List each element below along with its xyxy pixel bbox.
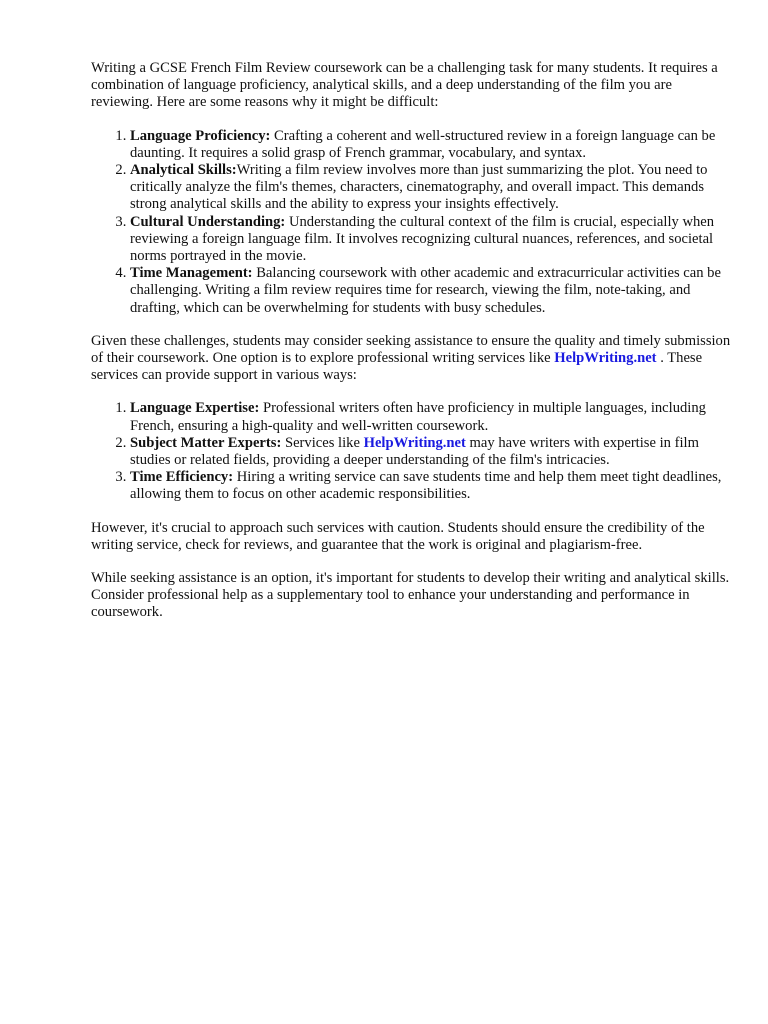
list-item bbox=[130, 162, 731, 214]
item-text-end: may have writers with expertise in film studies or related fields, providing a deeper understanding of the film's intricacies. bbox=[130, 434, 699, 469]
list-item bbox=[130, 265, 731, 317]
item-text: Balancing coursework with other academic and extracurricular activities can be challenging. Writing a film review requires time for research, viewing the film, note-taking, and drafting, which can be overwhelming for students with busy schedules. bbox=[130, 265, 721, 316]
services-list bbox=[91, 400, 731, 503]
services-intro-text: Given these challenges, students may consider seeking assistance to ensure the quality and timely submission of their coursework. One option is to explore professional writing services like bbox=[91, 332, 731, 367]
item-title: Language Proficiency: bbox=[130, 127, 271, 144]
item-text: Crafting a coherent and well-structured review in a foreign language can be daunting. It requires a solid grasp of French grammar, vocabulary, and syntax. bbox=[130, 127, 716, 161]
helpwriting-link[interactable]: HelpWriting.net bbox=[363, 434, 466, 451]
item-title: Analytical Skills: bbox=[130, 162, 237, 179]
services-intro-text-end: . These services can provide support in various ways: bbox=[91, 350, 703, 384]
list-item bbox=[130, 400, 731, 434]
challenges-list bbox=[91, 128, 731, 317]
list-item bbox=[130, 469, 731, 503]
item-text: Writing a film review involves more than just summarizing the plot. You need to critically analyze the film's themes, characters, cinematography, and overall impact. This demands strong analytical skills and the ability to express your insights effectively. bbox=[130, 162, 708, 213]
item-text: Understanding the cultural context of the film is crucial, especially when reviewing a foreign language film. It involves recognizing cultural nuances, references, and societal norms portrayed in the movie. bbox=[130, 213, 715, 265]
item-title: Subject Matter Experts: bbox=[130, 434, 282, 451]
list-item bbox=[130, 214, 731, 266]
helpwriting-link[interactable]: HelpWriting.net bbox=[554, 350, 657, 367]
closing-paragraph: While seeking assistance is an option, it's important for students to develop their writing and analytical skills. Consider professional help as a supplementary tool to enhance your understanding and performance in coursework. bbox=[91, 570, 730, 621]
item-title: Time Efficiency: bbox=[130, 469, 234, 486]
list-item bbox=[130, 128, 731, 162]
document-page bbox=[91, 60, 731, 638]
item-title: Language Expertise: bbox=[130, 400, 260, 417]
item-title: Time Management: bbox=[130, 265, 253, 282]
item-text: Hiring a writing service can save students time and help them meet tight deadlines, allowing them to focus on other academic responsibilities. bbox=[130, 469, 722, 503]
services-intro-paragraph bbox=[91, 333, 731, 385]
caution-paragraph: However, it's crucial to approach such services with caution. Students should ensure the credibility of the writing service, check for reviews, and guarantee that the work is original and plagiarism-free. bbox=[91, 519, 705, 553]
item-title: Cultural Understanding: bbox=[130, 213, 286, 230]
item-text: Professional writers often have proficiency in multiple languages, including French, ensuring a high-quality and well-written coursework. bbox=[130, 400, 706, 434]
intro-paragraph: Writing a GCSE French Film Review coursework can be a challenging task for many students. It requires a combination of language proficiency, analytical skills, and a deep understanding of the film you are reviewing. Here are some reasons why it might be difficult: bbox=[91, 60, 718, 111]
item-text: Services like bbox=[281, 434, 364, 451]
list-item bbox=[130, 435, 731, 469]
